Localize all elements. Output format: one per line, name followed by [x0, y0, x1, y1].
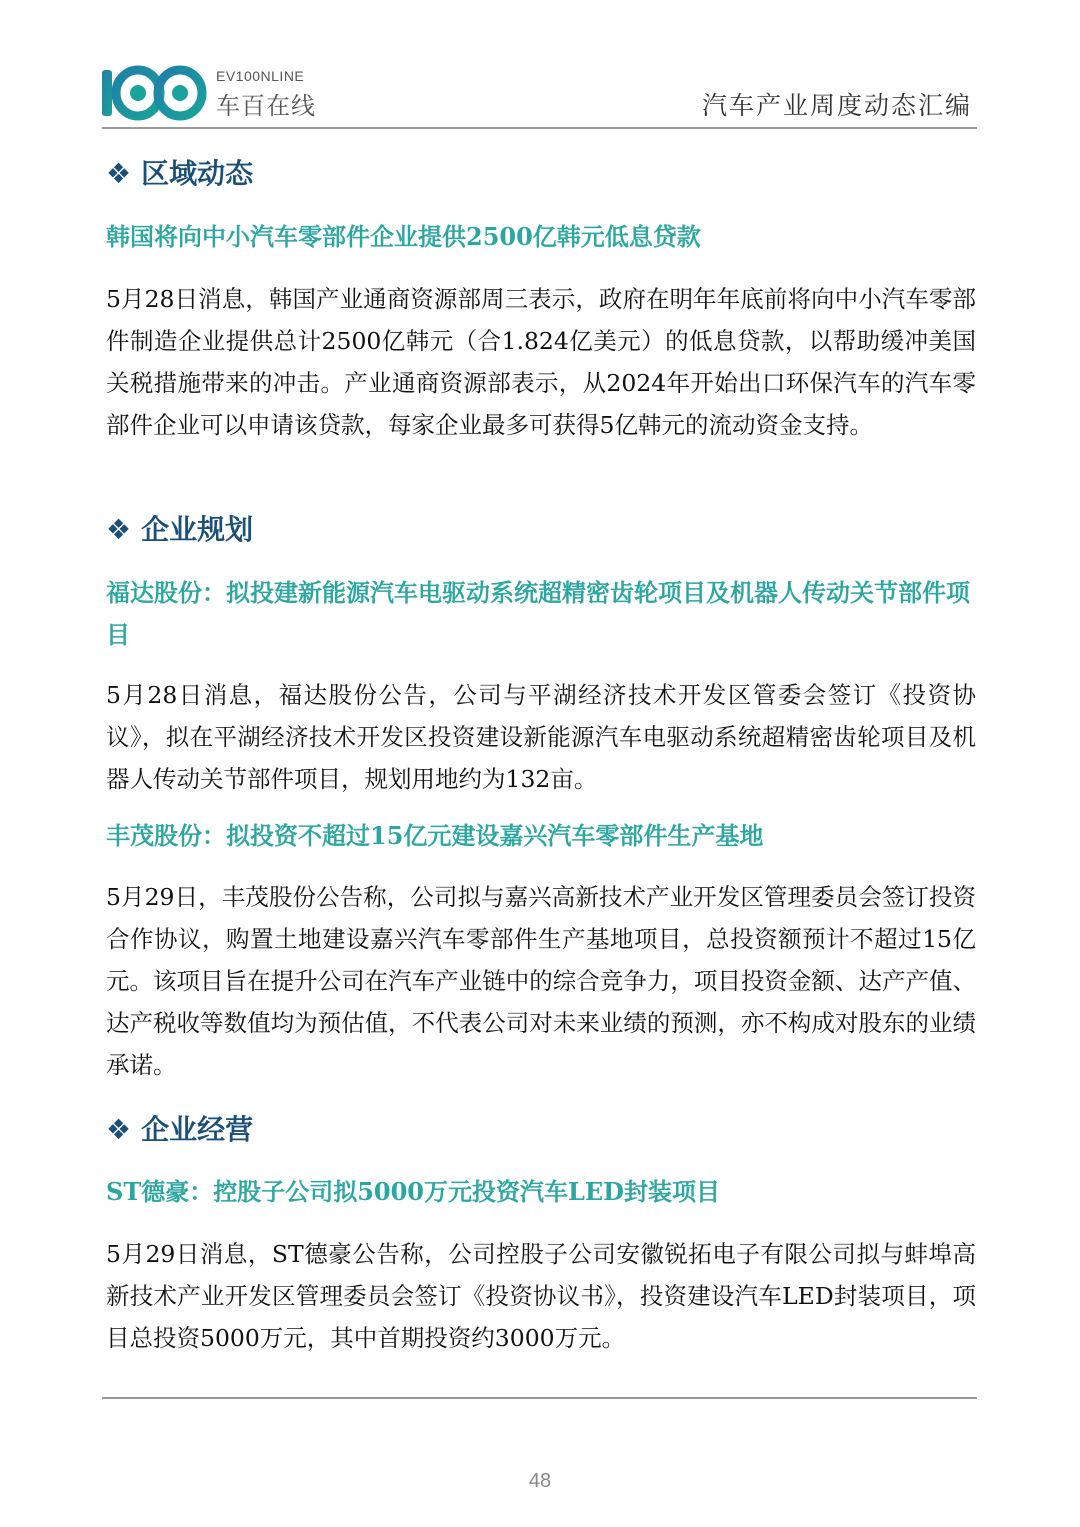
article-headline: ST德豪：控股子公司拟5000万元投资汽车LED封装项目	[106, 1177, 720, 1206]
page-number: 48	[528, 1470, 552, 1492]
diamond-bullet-icon: ❖	[106, 157, 132, 190]
logo-chinese-text: 车百在线	[216, 92, 316, 120]
section-title-regional: ❖ 区域动态	[106, 157, 254, 190]
article-headline: 福达股份：拟投建新能源汽车电驱动系统超精密齿轮项目及机器人传动关节部件项目	[106, 578, 970, 649]
article-body: 5月29日消息，ST德豪公告称，公司控股子公司安徽锐拓电子有限公司拟与蚌埠高新技术产业开发区管理委员会签订《投资协议书》，投资建设汽车LED封装项目，项目总投资5000万元，其中首期投资约3000万元。	[106, 1240, 976, 1352]
diamond-bullet-icon: ❖	[106, 1113, 132, 1146]
article-headline: 韩国将向中小汽车零部件企业提供2500亿韩元低息贷款	[106, 222, 701, 251]
article-body: 5月28日消息，福达股份公告，公司与平湖经济技术开发区管委会签订《投资协议》，拟在平湖经济技术开发区投资建设新能源汽车电驱动系统超精密齿轮项目及机器人传动关节部件项目，规划用地约为132亩。	[106, 681, 976, 793]
section-title-planning: ❖ 企业规划	[106, 513, 254, 546]
article-body: 5月29日，丰茂股份公告称，公司拟与嘉兴高新技术产业开发区管理委员会签订投资合作协议，购置土地建设嘉兴汽车零部件生产基地项目，总投资额预计不超过15亿元。该项目旨在提升公司在汽车产业链中的综合竞争力，项目投资金额、达产产值、达产税收等数值均为预估值，不代表公司对未来业绩的预测，亦不构成对股东的业绩承诺。	[106, 883, 976, 1079]
document-title: 汽车产业周度动态汇编	[701, 91, 972, 120]
section-title-operations: ❖ 企业经营	[106, 1113, 254, 1146]
logo-english-text: EV100NLINE	[216, 68, 305, 84]
ev100-logo-icon	[100, 62, 210, 122]
diamond-bullet-icon: ❖	[106, 513, 132, 546]
footer-divider	[102, 1397, 977, 1399]
article-body: 5月28日消息，韩国产业通商资源部周三表示，政府在明年年底前将向中小汽车零部件制造企业提供总计2500亿韩元（合1.824亿美元）的低息贷款，以帮助缓冲美国关税措施带来的冲击。产业通商资源部表示，从2024年开始出口环保汽车的汽车零部件企业可以申请该贷款，每家企业最多可获得5亿韩元的流动资金支持。	[106, 285, 976, 439]
page-header	[0, 0, 1080, 130]
article-headline: 丰茂股份：拟投资不超过15亿元建设嘉兴汽车零部件生产基地	[106, 821, 764, 850]
header-divider	[102, 127, 977, 129]
